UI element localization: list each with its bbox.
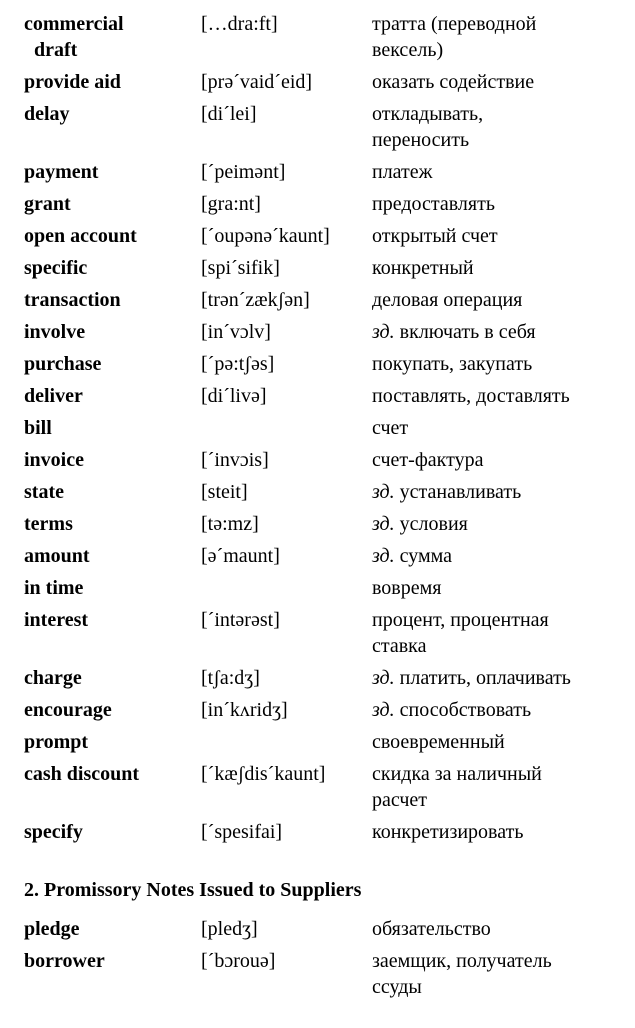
term: delay <box>24 103 70 125</box>
translation-text: конкретизировать <box>372 821 524 843</box>
translation-text: способствовать <box>394 699 532 721</box>
pronunciation: [ˊkæʃdisˊkaunt] <box>201 763 326 785</box>
term: interest <box>24 609 89 631</box>
pronunciation: [əˊmaunt] <box>201 545 280 567</box>
term: specific <box>24 257 88 279</box>
translation-text: условия <box>394 513 468 535</box>
term: provide aid <box>24 71 121 93</box>
pronunciation: [pledʒ] <box>201 918 258 940</box>
translation <box>372 319 628 345</box>
pronunciation: [trənˊzækʃən] <box>201 289 310 311</box>
term: charge <box>24 667 82 689</box>
translation <box>372 575 628 601</box>
translation <box>372 447 628 473</box>
pronunciation: [ˊoupənəˊkaunt] <box>201 225 330 247</box>
section-title: 2. Promissory Notes Issued to Suppliers <box>24 879 362 901</box>
translation <box>372 819 628 845</box>
translation-text: тратта (переводной вексель) <box>372 13 537 61</box>
term: transaction <box>24 289 121 311</box>
translation-text: покупать, закупать <box>372 353 533 375</box>
pronunciation: [inˊkʌridʒ] <box>201 699 288 721</box>
term: open account <box>24 225 137 247</box>
translation-text: устанавливать <box>394 481 522 503</box>
usage-abbreviation: зд. <box>372 667 395 689</box>
term: state <box>24 481 64 503</box>
translation <box>372 511 628 537</box>
translation <box>372 11 628 63</box>
translation-text: вовремя <box>372 577 442 599</box>
translation <box>372 69 628 95</box>
translation <box>372 665 628 691</box>
term: involve <box>24 321 86 343</box>
translation <box>372 255 628 281</box>
translation <box>372 383 628 409</box>
translation-text: скидка за наличный расчет <box>372 763 542 811</box>
translation-text: включать в себя <box>394 321 536 343</box>
translation-text: конкретный <box>372 257 474 279</box>
translation-text: платеж <box>372 161 433 183</box>
translation <box>372 101 628 153</box>
translation <box>372 159 628 185</box>
term: purchase <box>24 353 102 375</box>
pronunciation: […dra:ft] <box>201 13 278 35</box>
translation-text: оказать содействие <box>372 71 535 93</box>
translation-text: платить, оплачивать <box>394 667 571 689</box>
translation <box>372 697 628 723</box>
pronunciation: [ˊpeimənt] <box>201 161 286 183</box>
translation-text: своевременный <box>372 731 505 753</box>
translation <box>372 916 628 942</box>
term: encourage <box>24 699 112 721</box>
translation-text: деловая операция <box>372 289 523 311</box>
translation <box>372 607 628 659</box>
pronunciation: [diˊlivə] <box>201 385 267 407</box>
term: grant <box>24 193 71 215</box>
translation <box>372 223 628 249</box>
usage-abbreviation: зд. <box>372 321 395 343</box>
pronunciation: [prəˊvaidˊeid] <box>201 71 313 93</box>
term: in time <box>24 577 84 599</box>
translation <box>372 729 628 755</box>
usage-abbreviation: зд. <box>372 513 395 535</box>
translation <box>372 191 628 217</box>
translation-text: заемщик, получатель ссуды <box>372 950 552 998</box>
pronunciation: [ˊbɔrouə] <box>201 950 276 972</box>
term: invoice <box>24 449 84 471</box>
term: bill <box>24 417 52 439</box>
pronunciation: [gra:nt] <box>201 193 261 215</box>
term: borrower <box>24 950 105 972</box>
pronunciation: [steit] <box>201 481 248 503</box>
usage-abbreviation: зд. <box>372 545 395 567</box>
usage-abbreviation: зд. <box>372 699 395 721</box>
translation-text: откладывать, переносить <box>372 103 484 151</box>
translation-text: сумма <box>394 545 453 567</box>
translation <box>372 948 628 1000</box>
term: specify <box>24 821 83 843</box>
translation-text: счет-фактура <box>372 449 484 471</box>
term: pledge <box>24 918 80 940</box>
pronunciation: [ˊpə:tʃəs] <box>201 353 275 375</box>
pronunciation: [ˊinvɔis] <box>201 449 269 471</box>
translation-text: процент, процентная ставка <box>372 609 549 657</box>
translation-text: счет <box>372 417 409 439</box>
pronunciation: [ˊintərəst] <box>201 609 280 631</box>
translation-text: предоставлять <box>372 193 495 215</box>
pronunciation: [diˊlei] <box>201 103 257 125</box>
term: deliver <box>24 385 83 407</box>
term: payment <box>24 161 99 183</box>
translation <box>372 415 628 441</box>
translation <box>372 761 628 813</box>
translation <box>372 351 628 377</box>
term: amount <box>24 545 90 567</box>
term: cash discount <box>24 763 140 785</box>
term: commercial draft <box>24 13 124 61</box>
translation-text: открытый счет <box>372 225 498 247</box>
translation-text: поставлять, доставлять <box>372 385 570 407</box>
pronunciation: [spiˊsifik] <box>201 257 280 279</box>
pronunciation: [inˊvɔlv] <box>201 321 271 343</box>
pronunciation: [tʃa:dʒ] <box>201 667 260 689</box>
pronunciation: [ˊspesifai] <box>201 821 283 843</box>
translation <box>372 479 628 505</box>
translation <box>372 543 628 569</box>
pronunciation: [tə:mz] <box>201 513 259 535</box>
translation-text: обязательство <box>372 918 491 940</box>
translation <box>372 287 628 313</box>
usage-abbreviation: зд. <box>372 481 395 503</box>
term: prompt <box>24 731 89 753</box>
term: terms <box>24 513 73 535</box>
